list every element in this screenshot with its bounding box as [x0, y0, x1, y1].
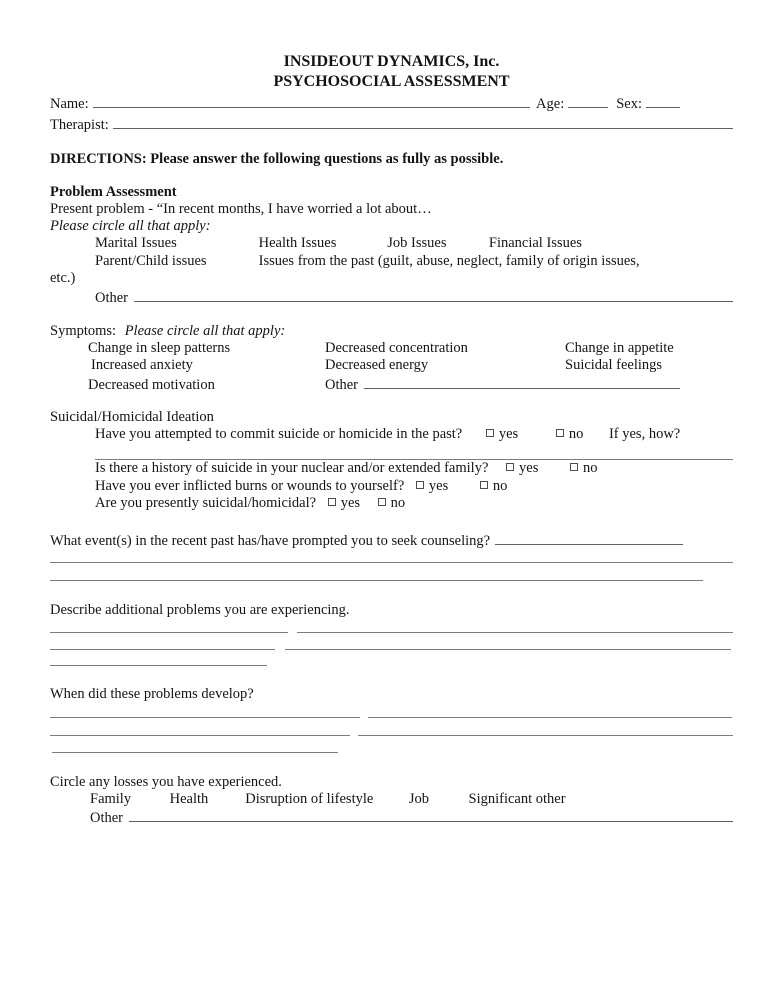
symptom-energy[interactable]: Decreased energy	[325, 357, 429, 373]
symptoms-label: Symptoms:	[50, 322, 117, 339]
answer-line[interactable]	[50, 619, 288, 633]
sex-label: Sex:	[616, 96, 642, 112]
losses-options-row	[50, 791, 733, 809]
issue-past[interactable]: Issues from the past (guilt, abuse, neglect, family of origin issues,	[258, 252, 640, 269]
symptoms-circle-instruction: Please circle all that apply:	[124, 322, 286, 339]
circle-instruction: Please circle all that apply:	[50, 218, 211, 234]
therapist-row	[50, 115, 733, 136]
directions-text: DIRECTIONS: Please answer the following questions as fully as possible.	[50, 151, 504, 167]
additional-problems-line-1	[50, 619, 733, 633]
problem-assessment-heading: Problem Assessment	[50, 184, 177, 200]
symptom-concentration[interactable]: Decreased concentration	[325, 339, 468, 356]
symptoms-row-2	[50, 357, 733, 375]
symptom-other-field[interactable]	[364, 375, 680, 389]
yes-label: yes	[428, 477, 449, 494]
q4-no-option[interactable]	[378, 495, 406, 511]
present-problem-text: Present problem - “In recent months, I have worried a lot about…	[50, 201, 432, 217]
answer-line[interactable]	[50, 650, 267, 666]
when-develop-line-1	[50, 703, 733, 718]
q4-yes-option[interactable]	[328, 495, 360, 511]
q1-yes-option[interactable]	[486, 426, 518, 442]
when-develop-line-2	[50, 718, 733, 736]
seek-counseling-line-2	[50, 563, 733, 581]
answer-line[interactable]	[297, 619, 733, 633]
age-label: Age:	[536, 96, 565, 112]
losses-other-row	[50, 808, 733, 828]
no-label: no	[568, 425, 584, 442]
age-field[interactable]	[568, 94, 608, 108]
ideation-q2-row	[50, 460, 733, 478]
therapist-label: Therapist:	[50, 117, 109, 133]
symptoms-row-1	[50, 340, 733, 358]
when-develop-line-3	[50, 736, 733, 753]
symptom-sleep[interactable]: Change in sleep patterns	[88, 339, 231, 356]
ideation-q1-text: Have you attempted to commit suicide or homicide in the past?	[95, 425, 463, 442]
ideation-q3-row	[50, 478, 733, 496]
answer-line[interactable]	[50, 563, 703, 581]
issue-marital[interactable]: Marital Issues	[95, 235, 177, 251]
no-label: no	[390, 495, 406, 511]
q1-followup-text: If yes, how?	[608, 425, 681, 442]
additional-problems-text: Describe additional problems you are experiencing.	[50, 601, 350, 618]
issue-parent-child[interactable]: Parent/Child issues	[95, 252, 207, 269]
losses-other-field[interactable]	[129, 808, 733, 822]
checkbox-icon[interactable]	[480, 481, 488, 489]
additional-problems-line-2	[50, 633, 733, 650]
checkbox-icon[interactable]	[506, 463, 514, 471]
issues-row-1	[50, 235, 733, 253]
when-develop-text: When did these problems develop?	[50, 685, 254, 702]
issues-other-row	[50, 288, 733, 307]
loss-lifestyle[interactable]: Disruption of lifestyle	[245, 790, 374, 807]
name-field[interactable]	[93, 94, 530, 108]
yes-label: yes	[519, 460, 539, 476]
seek-counseling-line-1	[50, 550, 733, 563]
answer-line[interactable]	[368, 703, 732, 718]
q2-yes-option[interactable]	[506, 460, 538, 476]
symptoms-row-3	[50, 375, 733, 394]
symptom-suicidal-feelings[interactable]: Suicidal feelings	[565, 357, 663, 373]
checkbox-icon[interactable]	[328, 498, 336, 506]
answer-line[interactable]	[52, 736, 338, 753]
q2-no-option[interactable]	[570, 460, 598, 476]
symptoms-heading-row	[50, 323, 733, 340]
issues-row-2-continuation: etc.)	[50, 270, 76, 286]
issues-other-field[interactable]	[134, 288, 733, 302]
ideation-q3-text: Have you ever inflicted burns or wounds to yourself?	[95, 477, 405, 494]
q3-no-option[interactable]	[480, 478, 508, 494]
sex-field[interactable]	[646, 94, 680, 108]
answer-line[interactable]	[285, 633, 731, 650]
checkbox-icon[interactable]	[416, 481, 424, 489]
answer-line[interactable]	[50, 633, 275, 650]
checkbox-icon[interactable]	[570, 463, 578, 471]
yes-label: yes	[340, 495, 361, 511]
losses-other-label: Other	[90, 810, 124, 826]
loss-significant-other[interactable]: Significant other	[468, 790, 566, 807]
form-title: PSYCHOSOCIAL ASSESSMENT	[273, 73, 510, 90]
ideation-q4-text: Are you presently suicidal/homicidal?	[95, 495, 317, 511]
ideation-heading: Suicidal/Homicidal Ideation	[50, 408, 214, 425]
seek-counseling-row	[50, 531, 733, 550]
issues-other-label: Other	[95, 289, 129, 306]
answer-line[interactable]	[50, 550, 733, 563]
symptom-other-label: Other	[325, 376, 359, 393]
symptom-appetite[interactable]: Change in appetite	[565, 339, 674, 356]
seek-counseling-field[interactable]	[495, 531, 683, 545]
loss-job[interactable]: Job	[408, 790, 430, 807]
losses-heading: Circle any losses you have experienced.	[50, 773, 282, 790]
q1-answer-field[interactable]	[95, 443, 733, 460]
company-title: INSIDEOUT DYNAMICS, Inc.	[283, 53, 500, 70]
issue-health[interactable]: Health Issues	[258, 235, 337, 251]
checkbox-icon[interactable]	[486, 429, 494, 437]
seek-counseling-text: What event(s) in the recent past has/have prompted you to seek counseling?	[50, 532, 491, 549]
ideation-q2-text: Is there a history of suicide in your nuclear and/or extended family?	[95, 460, 489, 476]
q1-answer-line-row	[95, 443, 733, 460]
loss-health[interactable]: Health	[169, 790, 209, 807]
name-row	[50, 94, 680, 115]
issue-financial[interactable]: Financial Issues	[488, 235, 582, 251]
checkbox-icon[interactable]	[378, 498, 386, 506]
q1-no-option[interactable]	[556, 426, 584, 442]
name-label: Name:	[50, 96, 89, 112]
answer-line[interactable]	[50, 703, 360, 718]
loss-family[interactable]: Family	[90, 790, 132, 807]
therapist-field[interactable]	[113, 115, 733, 129]
no-label: no	[582, 460, 598, 476]
checkbox-icon[interactable]	[556, 429, 564, 437]
issue-job[interactable]: Job Issues	[387, 235, 447, 251]
answer-line[interactable]	[50, 718, 350, 736]
ideation-q4-row	[50, 495, 733, 513]
no-label: no	[492, 477, 508, 494]
answer-line[interactable]	[358, 718, 733, 736]
additional-problems-line-3	[50, 650, 733, 666]
ideation-q1-row	[50, 426, 733, 444]
yes-label: yes	[498, 425, 519, 442]
symptom-anxiety[interactable]: Increased anxiety	[91, 357, 193, 373]
symptom-motivation[interactable]: Decreased motivation	[88, 376, 215, 393]
q3-yes-option[interactable]	[416, 478, 448, 494]
issues-row-2	[50, 253, 733, 271]
